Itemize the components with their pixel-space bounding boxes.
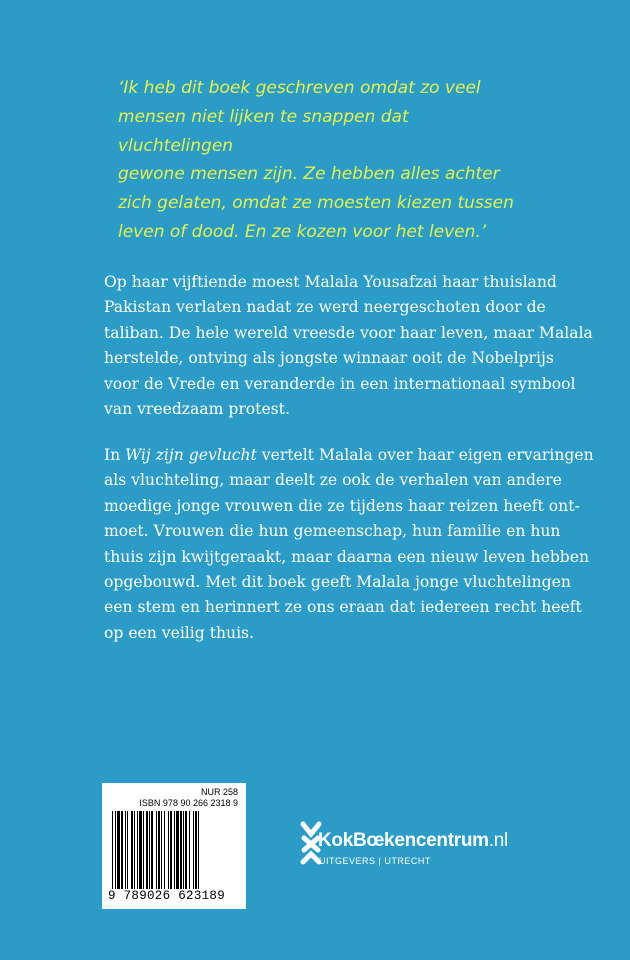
barcode-bar [193,811,194,889]
barcode-bar [176,811,179,889]
isbn-number: ISBN 978 90 266 2318 9 [139,798,238,808]
barcode-bars [112,811,236,889]
paragraph-2-first-line-rest: vertelt Malala over haar eigen ervaringen [256,446,594,464]
barcode-bar [139,811,142,889]
barcode-bar [127,811,128,889]
barcode-bar [121,811,123,889]
barcode-bar [149,811,150,889]
barcode-bar [146,811,148,889]
barcode-bar [195,811,197,889]
barcode-bar [189,811,190,889]
paragraph-1-line: taliban. De hele wereld vreesde voor haar leven, maar Malala [104,323,593,342]
barcode [102,783,246,909]
paragraph-1-line: herstelde, ontving als jongste winnaar ooit de Nobelprijs [104,349,554,368]
barcode-bar [151,811,153,889]
publisher-name-main: KokBœkencentrum [318,830,489,851]
paragraph-2-line: een stem en herinnert ze ons eraan dat iedereen recht heeft [104,598,582,617]
paragraph-1-line: van vreedzaam protest. [104,400,290,419]
barcode-bar [183,811,184,889]
publisher-name-suffix: .nl [488,830,508,851]
barcode-bar [115,811,116,889]
barcode-bar [180,811,182,889]
paragraph-2-line: op een veilig thuis. [104,623,255,642]
barcode-bar [137,811,138,889]
paragraph-2-line: moet. Vrouwen die hun gemeenschap, hun familie en hun [104,522,561,541]
barcode-bar [156,811,157,889]
paragraph-1-line: voor de Vrede en veranderde in een internationaal symbool [104,374,576,393]
paragraph-2-line: als vluchteling, maar deelt ze ook de verhalen van andere [104,471,562,490]
barcode-bar [158,811,160,889]
barcode-bar [185,811,187,889]
barcode-bar [134,811,135,889]
barcode-bar [117,811,120,889]
paragraph-2 [104,443,594,646]
paragraph-2-line: thuis zijn kwijtgeraakt, maar daarna een nieuw leven hebben [104,547,590,566]
paragraph-1 [104,270,593,422]
barcode-bar [170,811,172,889]
book-title: Wij zijn gevlucht [125,446,257,464]
nur-code: NUR 258 [200,787,238,797]
barcode-bar [143,811,144,889]
pull-quote: ‘Ik heb dit boek geschreven omdat zo veel mensen niet lijken te snappen dat vluchtelingen gewone mensen zijn. Ze hebben alles achter zich gelaten, omdat ze moesten kiezen tussen leven of dood. En ze kozen voor het leven.’ [118,78,514,242]
publisher-name [318,830,508,852]
barcode-bar [174,811,175,889]
barcode-digits: 9 789026 623189 [108,889,226,903]
paragraph-2-line [104,443,594,468]
barcode-bar [161,811,162,889]
barcode-bar [164,811,165,889]
barcode-bar [198,811,199,889]
barcode-bar [112,811,113,889]
paragraph-2-intro: In [104,446,126,464]
paragraph-1-line: Pakistan verlaten nadat ze werd neergeschoten door de [104,298,546,317]
paragraph-2-line: opgebouwd. Met dit boek geeft Malala jonge vluchtelingen [104,573,571,592]
paragraph-2-line: moedige jonge vrouwen die ze tijdens haar reizen heeft ont- [104,496,580,515]
barcode-bar [131,811,133,889]
barcode-bar [125,811,126,889]
barcode-bar [168,811,169,889]
publisher-subline: UITGEVERS | UTRECHT [319,856,431,866]
paragraph-1-line: Op haar vijftiende moest Malala Yousafzai haar thuisland [104,273,557,291]
